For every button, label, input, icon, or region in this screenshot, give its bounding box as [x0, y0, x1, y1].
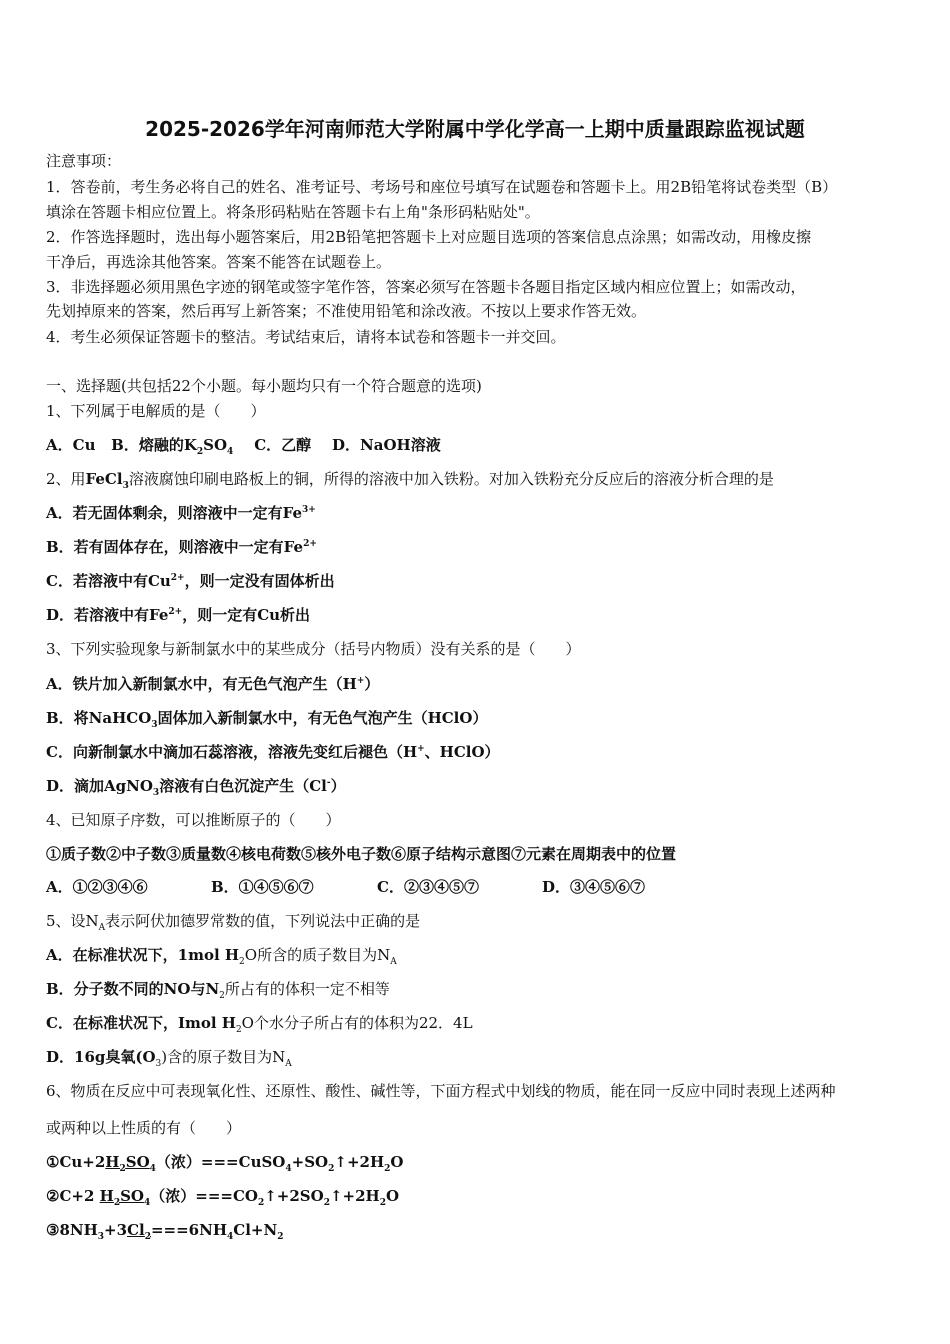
q4-option-c: C．②③④⑤⑦	[377, 878, 479, 896]
q1-option-b: B．熔融的$K_2SO_4$	[111, 436, 234, 457]
q1-option-c: C．乙醇	[254, 436, 312, 454]
question-6-stem-2: 或两种以上性质的有（ ）	[46, 1119, 242, 1137]
question-4-stem: 4、已知原子序数，可以推断原子的（ ）	[46, 811, 341, 829]
q6-equation-3: $③8NH_3+3Cl_2===6NH_4Cl+N_2$	[46, 1221, 284, 1242]
notice-line-5: 3．非选择题必须用黑色字迹的钢笔或签字笔作答，答案必须写在答题卡各题目指定区域内相应位置上；如需改动，	[46, 278, 806, 296]
question-6-stem-1: 6、物质在反应中可表现氧化性、还原性、酸性、碱性等，下面方程式中划线的物质，能在同一反应中同时表现上述两种	[46, 1082, 836, 1100]
question-1-options	[46, 436, 441, 457]
question-5-stem: 5、设$N_A$表示阿伏加德罗常数的值，下列说法中正确的是	[46, 912, 421, 933]
question-2-stem: 2、用FeCl$_3$溶液腐蚀印刷电路板上的铜，所得的溶液中加入铁粉。对加入铁粉充分反应后的溶液分析合理的是	[46, 470, 774, 491]
q2-option-b: B．若有固体存在，则溶液中一定有$Fe^{2+}$	[46, 538, 317, 556]
q4-option-a: A．①②③④⑥	[46, 878, 148, 896]
q5-option-b: B．分子数不同的NO与$N_2$所占有的体积一定不相等	[46, 980, 390, 1001]
q5-option-a: A．在标准状况下，1mol $H_2O$所含的质子数目为$N_A$	[46, 946, 397, 967]
notice-heading: 注意事项：	[46, 152, 122, 170]
q3-option-b: B．将NaHCO$_3$固体加入新制氯水中，有无色气泡产生（HClO）	[46, 709, 488, 730]
notice-line-7: 4．考生必须保证答题卡的整洁。考试结束后，请将本试卷和答题卡一并交回。	[46, 328, 566, 346]
q5-option-d: D．16g臭氧$(O_3)$含的原子数目为$N_A$	[46, 1048, 292, 1069]
q4-option-d: D．③④⑤⑥⑦	[542, 878, 646, 896]
q4-option-b: B．①④⑤⑥⑦	[211, 878, 314, 896]
q1-option-d: D．NaOH溶液	[332, 436, 441, 454]
q2-option-d: D．若溶液中有$Fe^{2+}$，则一定有Cu析出	[46, 606, 311, 624]
q3-option-a: A．铁片加入新制氯水中，有无色气泡产生（H+）	[46, 675, 380, 693]
q4-items: ①质子数②中子数③质量数④核电荷数⑤核外电子数⑥原子结构示意图⑦元素在周期表中的位置	[46, 845, 677, 863]
q2-option-a: A．若无固体剩余，则溶液中一定有$Fe^{3+}$	[46, 504, 316, 522]
notice-line-3: 2．作答选择题时，选出每小题答案后，用2B铅笔把答题卡上对应题目选项的答案信息点涂黑；如需改动，用橡皮擦	[46, 228, 812, 246]
q5-option-c: C．在标准状况下，Imol $H_2O$个水分子所占有的体积为22．4L	[46, 1014, 473, 1035]
section-heading: 一、选择题(共包括22个小题。每小题均只有一个符合题意的选项)	[46, 377, 482, 395]
q3-option-d: D．滴加AgNO$_3$溶液有白色沉淀产生（Cl-）	[46, 777, 346, 798]
question-1-stem: 1、下列属于电解质的是（ ）	[46, 402, 266, 420]
question-3-stem: 3、下列实验现象与新制氯水中的某些成分（括号内物质）没有关系的是（ ）	[46, 640, 581, 658]
q6-equation-1: $①Cu+2H_2SO_4$（浓）$===CuSO_4+SO_2↑+2H_2O$	[46, 1153, 404, 1174]
notice-line-1: 1．答卷前，考生务必将自己的姓名、准考证号、考场号和座位号填写在试题卷和答题卡上。用2B铅笔将试卷类型（B）	[46, 178, 838, 196]
page-title: 2025-2026学年河南师范大学附属中学化学高一上期中质量跟踪监视试题	[145, 117, 805, 141]
notice-line-6: 先划掉原来的答案，然后再写上新答案；不准使用铅笔和涂改液。不按以上要求作答无效。	[46, 302, 647, 320]
q1-option-a: A．Cu	[46, 436, 96, 454]
q2-option-c: C．若溶液中有$Cu^{2+}$，则一定没有固体析出	[46, 572, 335, 590]
notice-line-2: 填涂在答题卡相应位置上。将条形码粘贴在答题卡右上角"条形码粘贴处"。	[46, 203, 540, 221]
notice-line-4: 干净后，再选涂其他答案。答案不能答在试题卷上。	[46, 253, 392, 271]
q3-option-c: C．向新制氯水中滴加石蕊溶液，溶液先变红后褪色（H+、HClO）	[46, 743, 500, 761]
q6-equation-2: ②C+2 $H_2SO_4$（浓）$===CO_2↑+2SO_2↑+2H_2O$	[46, 1187, 400, 1208]
